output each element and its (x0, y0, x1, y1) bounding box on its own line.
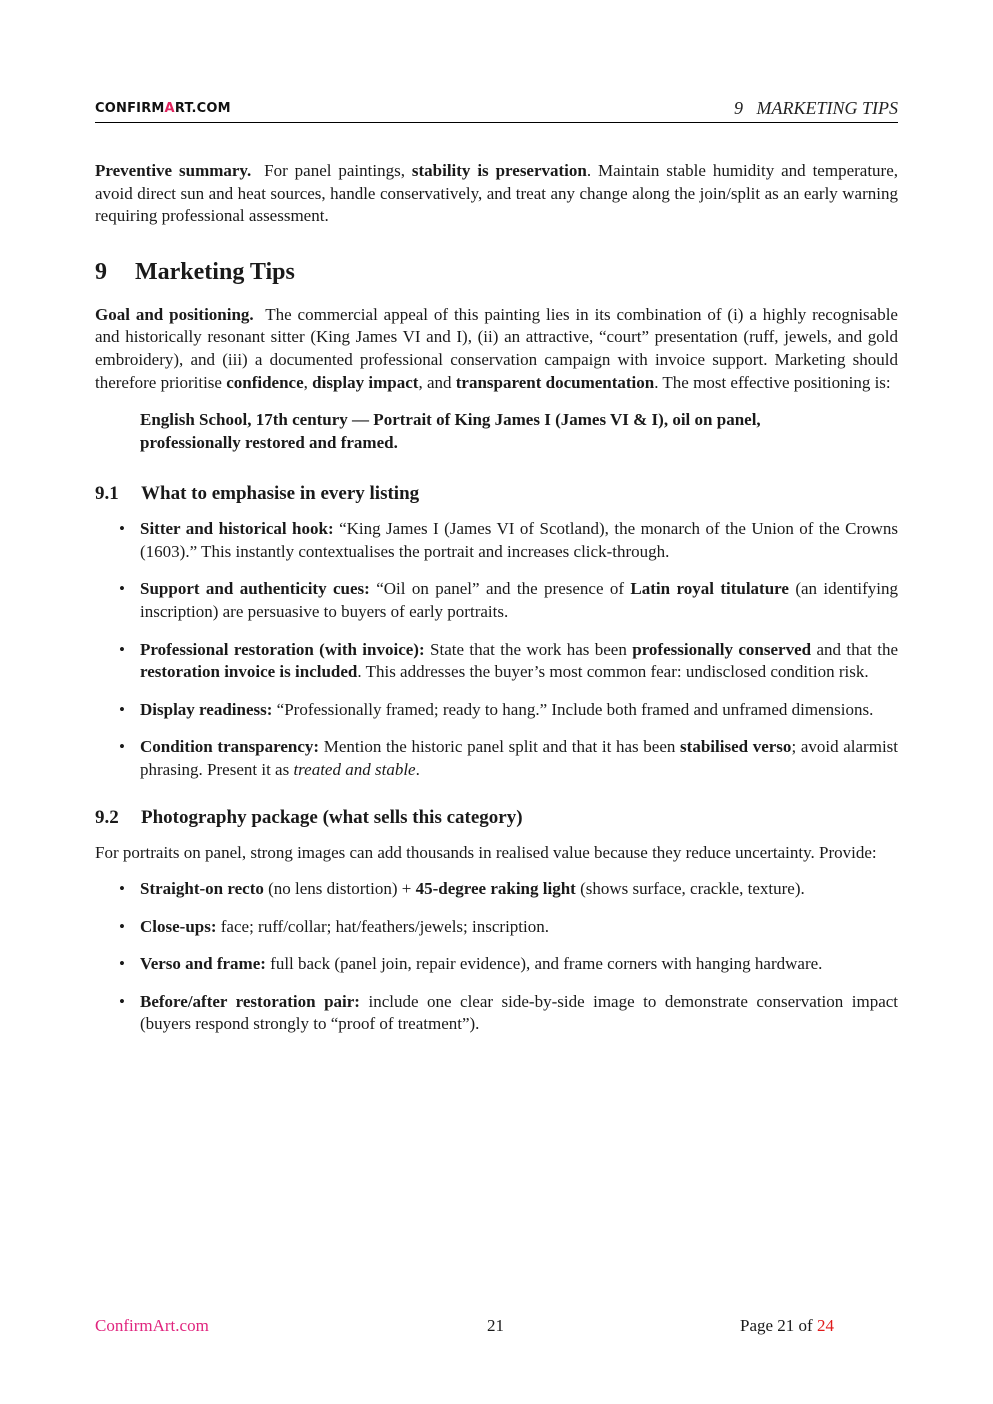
list-item: • Condition transparency: Mention the historic panel split and that it has been stabilised verso; avoid alarmist phrasing. Present it as treated and stable. (95, 736, 898, 781)
list-item: • Support and authenticity cues: “Oil on panel” and the presence of Latin royal titulature (an identifying inscription) are persuasive to buyers of early portraits. (95, 578, 898, 623)
confirmart-logo: CONFIRMART.COM (95, 101, 231, 116)
site-link[interactable]: ConfirmArt.com (95, 1316, 209, 1335)
list-item: • Sitter and historical hook: “King James I (James VI of Scotland), the monarch of the Union of the Crowns (1603).” This instantly contextualises the portrait and increases click-through. (95, 518, 898, 563)
list-item: • Straight-on recto (no lens distortion) + 45-degree raking light (shows surface, crackle, texture). (95, 878, 898, 901)
list-item: • Professional restoration (with invoice): State that the work has been professionally conserved and that the restoration invoice is included. This addresses the buyer’s most common fear: undisclosed condition risk. (95, 639, 898, 684)
list-item: • Display readiness: “Professionally framed; ready to hang.” Include both framed and unframed dimensions. (95, 699, 898, 722)
subsection-heading-9-2: 9.2 Photography package (what sells this category) (95, 806, 523, 828)
running-section-title: 9 MARKETING TIPS (734, 98, 898, 118)
photography-list (95, 878, 898, 1036)
preventive-summary-paragraph: Preventive summary. For panel paintings, stability is preservation. Maintain stable humidity and temperature, avoid direct sun and heat sources, handle conservatively, and treat any change along the join/split as an early warning requiring professional assessment. (95, 161, 898, 226)
page-footer (95, 1316, 898, 1340)
goal-positioning-paragraph: Goal and positioning. The commercial appeal of this painting lies in its combination of (i) a highly recognisable and historically resonant sitter (King James VI and I), (ii) an attractive, “court” presentation (ruff, jewels, and gold embroidery), and (iii) a documented professional conservation campaign with invoice support. Marketing should therefore prioritise confidence, display impact, and transparent documentation. The most effective positioning is: (95, 304, 898, 392)
photography-intro: For portraits on panel, strong images can add thousands in realised value because they reduce uncertainty. Provide: (95, 842, 877, 862)
emphasis-list (95, 518, 898, 781)
paragraph-lead: Preventive summary. (95, 161, 252, 180)
positioning-quote: English School, 17th century — Portrait of King James I (James VI & I), oil on panel, professionally restored and framed. (140, 410, 761, 453)
page-indicator: Page 21 of 24 (740, 1316, 834, 1335)
paragraph-lead: Goal and positioning. (95, 304, 254, 324)
list-item: • Before/after restoration pair: include one clear side-by-side image to demonstrate conservation impact (buyers respond strongly to “proof of treatment”). (95, 991, 898, 1036)
page-content (95, 160, 898, 1051)
section-heading-9: 9 Marketing Tips (95, 258, 295, 285)
subsection-heading-9-1: 9.1 What to emphasise in every listing (95, 483, 420, 505)
page-number: 21 (487, 1316, 504, 1335)
list-item: • Close-ups: face; ruff/collar; hat/feathers/jewels; inscription. (95, 916, 898, 939)
total-pages-link[interactable]: 24 (816, 1316, 834, 1335)
running-header (95, 96, 898, 123)
list-item: • Verso and frame: full back (panel join, repair evidence), and frame corners with hanging hardware. (95, 953, 898, 976)
